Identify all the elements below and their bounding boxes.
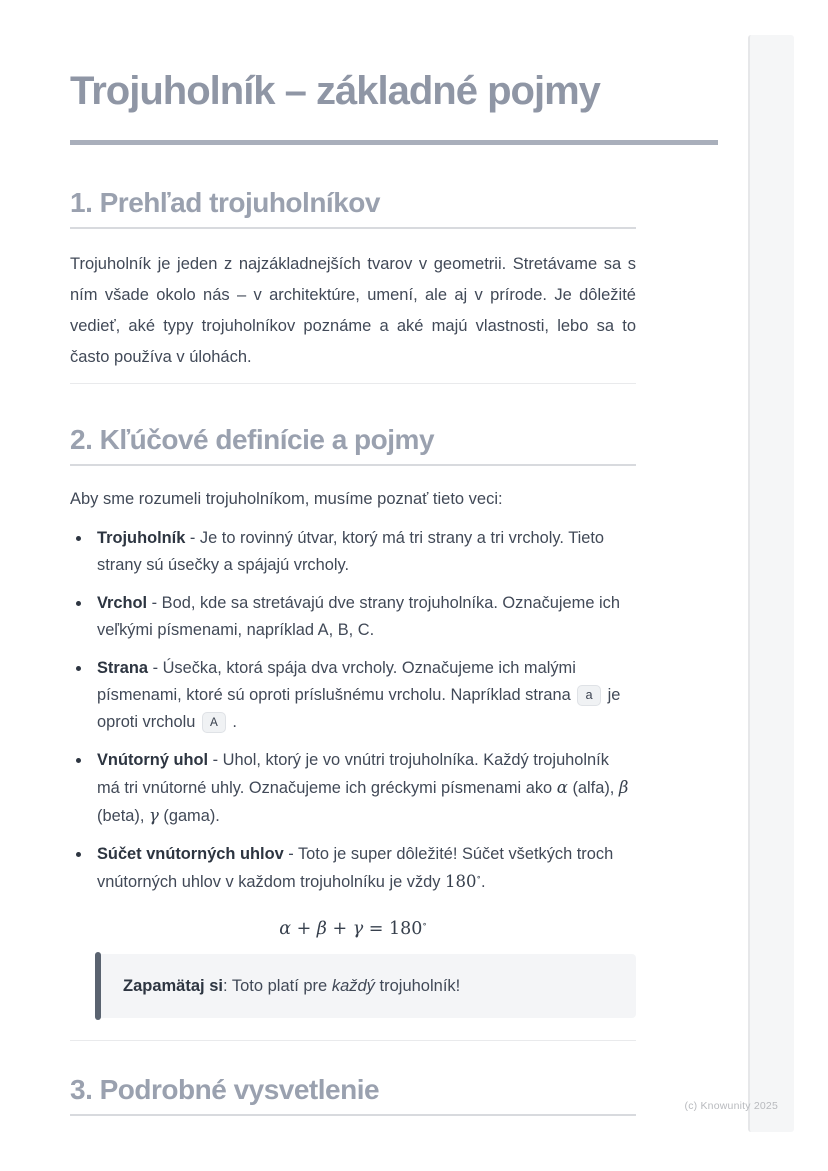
- section-1-heading: 1. Prehľad trojuholníkov: [70, 187, 380, 218]
- title-rule: [70, 140, 718, 145]
- term-description: (alfa),: [567, 779, 619, 797]
- scrollbar-track[interactable]: [748, 35, 794, 1132]
- term-description: - Je to rovinný útvar, ktorý má tri strany a tri vrcholy. Tieto strany sú úsečky a spájajú vrcholy.: [97, 529, 605, 574]
- angle-sum-formula: [70, 918, 636, 939]
- section-1-underline: [70, 227, 636, 229]
- remember-callout: [95, 954, 636, 1018]
- degree-symbol: ∘: [422, 920, 427, 930]
- callout-body: trojuholník!: [374, 977, 461, 995]
- math-beta: β: [618, 778, 629, 797]
- term-description: - Uhol, ktorý je vo vnútri trojuholníka. Každý trojuholník má tri vnútorné uhly. Označujeme ich gréckymi písmenami ako: [97, 751, 609, 797]
- callout-body: : Toto platí pre: [222, 977, 332, 995]
- list-item-trojuholnik: [92, 525, 636, 579]
- callout-bold-label: Zapamätaj si: [123, 977, 223, 995]
- callout-italic-word: každý: [331, 977, 375, 995]
- term-description: - Toto je super dôležité! Súčet všetkých troch vnútorných uhlov v každom trojuholníku je vždy: [97, 845, 614, 891]
- math-180: 180: [445, 872, 477, 891]
- section-3-heading: 3. Podrobné vysvetlenie: [70, 1074, 380, 1105]
- inline-code-vertex-a: A: [202, 712, 226, 733]
- term-description: je oproti vrcholu: [97, 686, 621, 731]
- section-3-underline: [70, 1114, 636, 1116]
- list-item-vnutorny-uhol: [92, 747, 636, 830]
- definitions-intro: Aby sme rozumeli trojuholníkom, musíme poznať tieto veci:: [70, 490, 503, 508]
- section-2-heading: 2. Kľúčové definície a pojmy: [70, 424, 435, 455]
- callout-accent-bar: [95, 952, 101, 1020]
- term-label: Súčet vnútorných uhlov: [97, 845, 284, 863]
- term-label: Vnútorný uhol: [97, 751, 209, 769]
- term-label: Trojuholník: [97, 529, 186, 547]
- page-title: Trojuholník – základné pojmy: [70, 69, 600, 113]
- list-item-vrchol: [92, 590, 636, 644]
- formula-lhs: α + β + γ: [279, 919, 364, 939]
- copyright-note: (c) Knowunity 2025: [684, 1100, 778, 1112]
- term-description: .: [227, 713, 237, 731]
- term-description: - Úsečka, ktorá spája dva vrcholy. Označujeme ich malými písmenami, ktoré sú oproti príslušnému vrcholu. Napríklad strana: [97, 659, 576, 704]
- term-description: - Bod, kde sa stretávajú dve strany trojuholníka. Označujeme ich veľkými písmenami, napríklad A, B, C.: [97, 594, 620, 639]
- section-divider: [70, 1040, 636, 1041]
- callout-text: [123, 974, 612, 998]
- list-item-strana: [92, 655, 636, 736]
- definitions-list: [70, 525, 636, 896]
- term-label: Strana: [97, 659, 149, 677]
- section-2-underline: [70, 464, 636, 466]
- inline-code-side-a: a: [577, 685, 601, 706]
- section-divider: [70, 383, 636, 384]
- list-item-sucet-uhlov: [92, 841, 636, 896]
- degree-symbol: ∘: [476, 873, 481, 883]
- math-gamma: γ: [148, 806, 159, 825]
- document-page: [70, 0, 636, 1116]
- term-description: (beta),: [97, 807, 149, 825]
- term-description: .: [480, 873, 486, 891]
- formula-rhs: = 180: [363, 919, 423, 939]
- math-alpha: α: [556, 778, 568, 797]
- section-1-paragraph: Trojuholník je jeden z najzákladnejších tvarov v geometrii. Stretávame sa s ním všade okolo nás – v architektúre, umení, ale aj v prírode. Je dôležité vedieť, aké typy trojuholníkov poznáme a aké majú vlastnosti, lebo sa to často používa v úlohách.: [70, 255, 636, 366]
- term-label: Vrchol: [97, 594, 148, 612]
- term-description: (gama).: [158, 807, 220, 825]
